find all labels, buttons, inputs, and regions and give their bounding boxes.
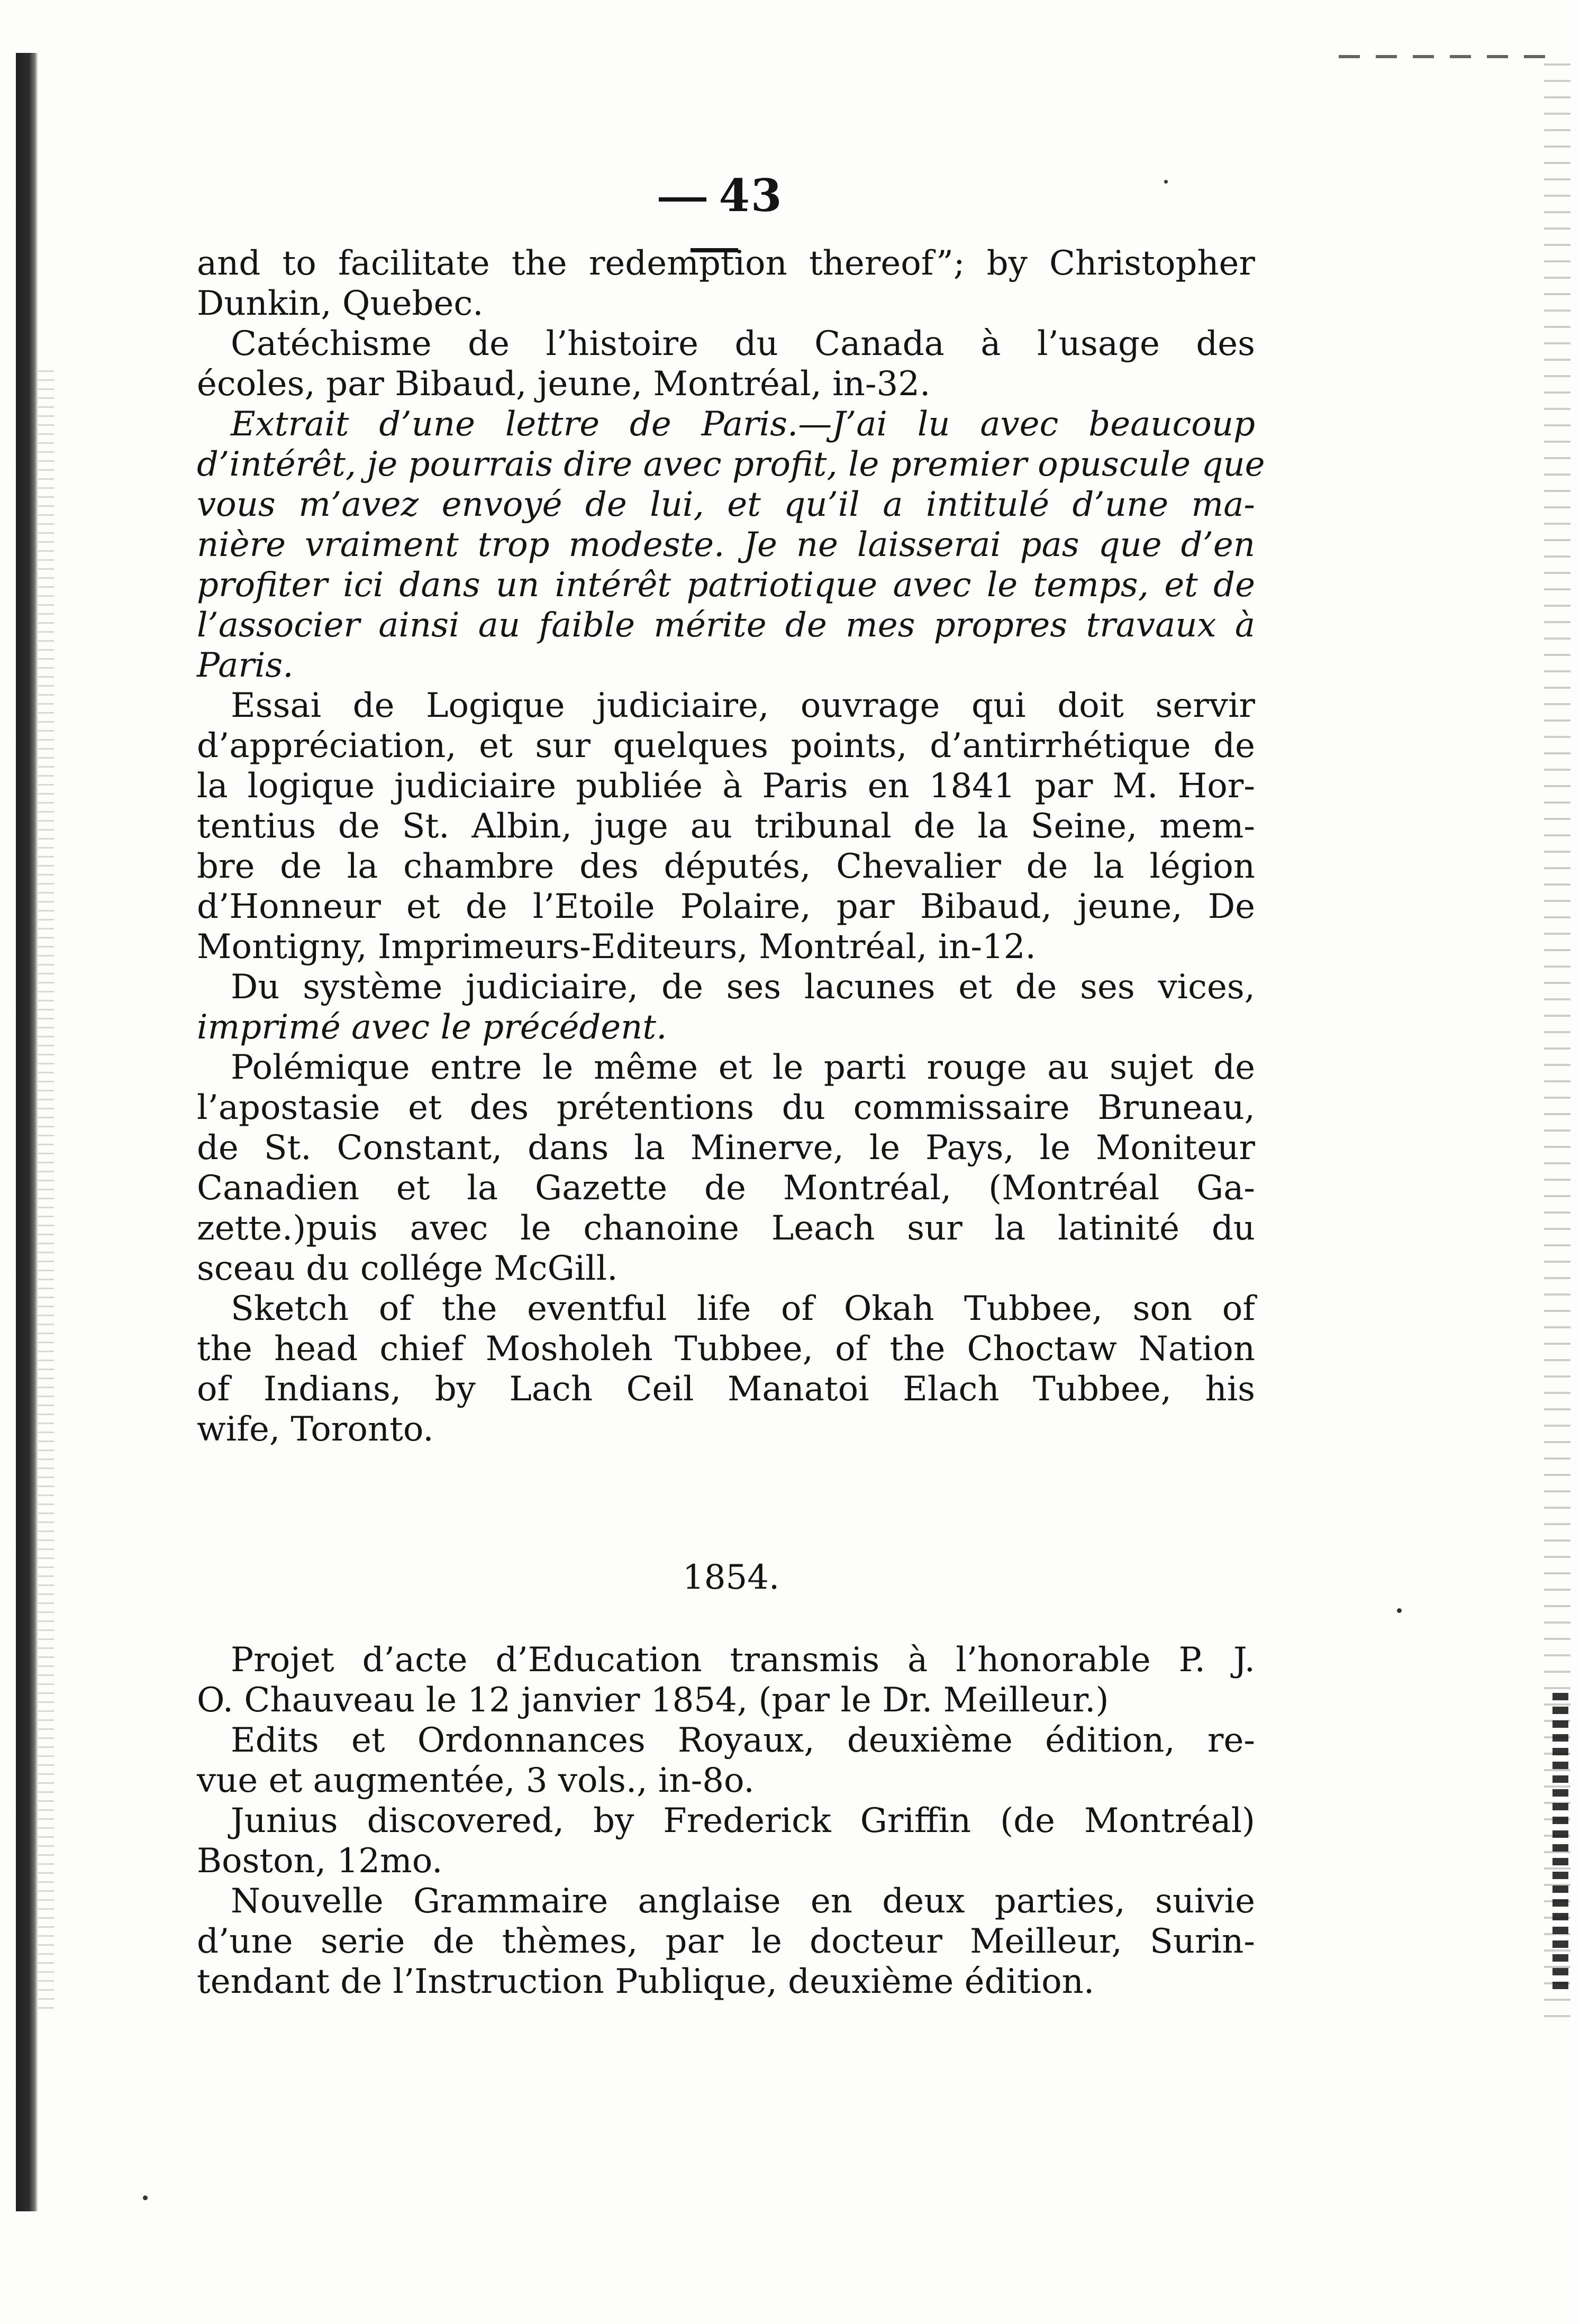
page-edge-dark-marks [1552, 1693, 1568, 1989]
text-line: imprimé avec le précédent. [197, 1008, 667, 1047]
bibliography-entries-section [197, 243, 1265, 1450]
text-line: of Indians, by Lach Ceil Manatoi Elach Tubbee, his [197, 1370, 1255, 1409]
ink-speck [143, 2195, 148, 2200]
ink-speck [1164, 180, 1168, 184]
text-line: Essai de Logique judiciaire, ouvrage qui doit servir [231, 686, 1255, 725]
text-line: l’associer ainsi au faible mérite de mes propres travaux à [197, 606, 1255, 645]
text-line: Extrait d’une lettre de Paris.—J’ai lu avec beaucoup [231, 405, 1255, 444]
text-line: Canadien et la Gazette de Montréal, (Montréal Ga- [197, 1169, 1255, 1208]
text-line: Catéchisme de l’histoire du Canada à l’usage des [231, 324, 1255, 363]
text-line: d’Honneur et de l’Etoile Polaire, par Bibaud, jeune, De [197, 887, 1255, 926]
book-binding-shadow [16, 53, 38, 2211]
text-line: zette.)puis avec le chanoine Leach sur la latinité du [197, 1209, 1255, 1248]
text-line: Edits et Ordonnances Royaux, deuxième édition, re- [231, 1721, 1255, 1760]
text-line: bre de la chambre des députés, Chevalier de la légion [197, 847, 1255, 886]
text-line: nière vraiment trop modeste. Je ne laisserai pas que d’en [197, 525, 1255, 564]
text-line: Nouvelle Grammaire anglaise en deux parties, suivie [231, 1882, 1255, 1921]
text-line: O. Chauveau le 12 janvier 1854, (par le Dr. Meilleur.) [197, 1681, 1109, 1720]
binding-speckle [38, 370, 54, 2010]
text-line: Polémique entre le même et le parti rouge au sujet de [231, 1048, 1255, 1087]
text-line: Du système judiciaire, de ses lacunes et de ses vices, [231, 968, 1255, 1007]
text-line: d’intérêt, je pourrais dire avec profit, le premier opuscule que [197, 445, 1265, 484]
text-line: vue et augmentée, 3 vols., in-8o. [197, 1761, 755, 1800]
text-line: Dunkin, Quebec. [197, 284, 484, 323]
text-line: profiter ici dans un intérêt patriotique avec le temps, et de [197, 566, 1255, 605]
text-line: and to facilitate the redemption thereof”; by Christopher [197, 244, 1255, 283]
text-line: Paris. [197, 646, 294, 685]
text-line: Sketch of the eventful life of Okah Tubbee, son of [231, 1289, 1255, 1328]
text-line: sceau du collége McGill. [197, 1249, 618, 1288]
text-line: Montigny, Imprimeurs-Editeurs, Montréal, in-12. [197, 927, 1036, 967]
text-line: tendant de l’Instruction Publique, deuxième édition. [197, 1962, 1095, 2001]
text-line: wife, Toronto. [197, 1410, 434, 1449]
text-line: tentius de St. Albin, juge au tribunal de la Seine, mem- [197, 807, 1255, 846]
text-line: Junius discovered, by Frederick Griffin (de Montréal) [231, 1801, 1255, 1840]
text-line: la logique judiciaire publiée à Paris en 1841 par M. Hor- [197, 767, 1255, 806]
text-line: Boston, 12mo. [197, 1842, 443, 1881]
text-line: écoles, par Bibaud, jeune, Montréal, in-32. [197, 364, 931, 404]
text-line: de St. Constant, dans la Minerve, le Pays, le Moniteur [197, 1128, 1255, 1168]
ink-speck [1397, 1608, 1402, 1613]
bibliography-entries-1854 [197, 1640, 1255, 2002]
text-line: the head chief Mosholeh Tubbee, of the Choctaw Nation [197, 1329, 1255, 1369]
page-number-dash-left [659, 197, 706, 202]
year-heading: 1854. [683, 1558, 780, 1597]
text-line: vous m’avez envoyé de lui, et qu’il a intitulé d’une ma- [197, 485, 1255, 524]
top-edge-marks [1339, 55, 1561, 58]
page-number-text: 43 [719, 169, 783, 222]
text-line: d’appréciation, et sur quelques points, d’antirrhétique de [197, 726, 1255, 765]
text-line: d’une serie de thèmes, par le docteur Meilleur, Surin- [197, 1922, 1255, 1961]
text-line: l’apostasie et des prétentions du commissaire Bruneau, [197, 1088, 1255, 1127]
text-line: Projet d’acte d’Education transmis à l’honorable P. J. [231, 1641, 1255, 1680]
